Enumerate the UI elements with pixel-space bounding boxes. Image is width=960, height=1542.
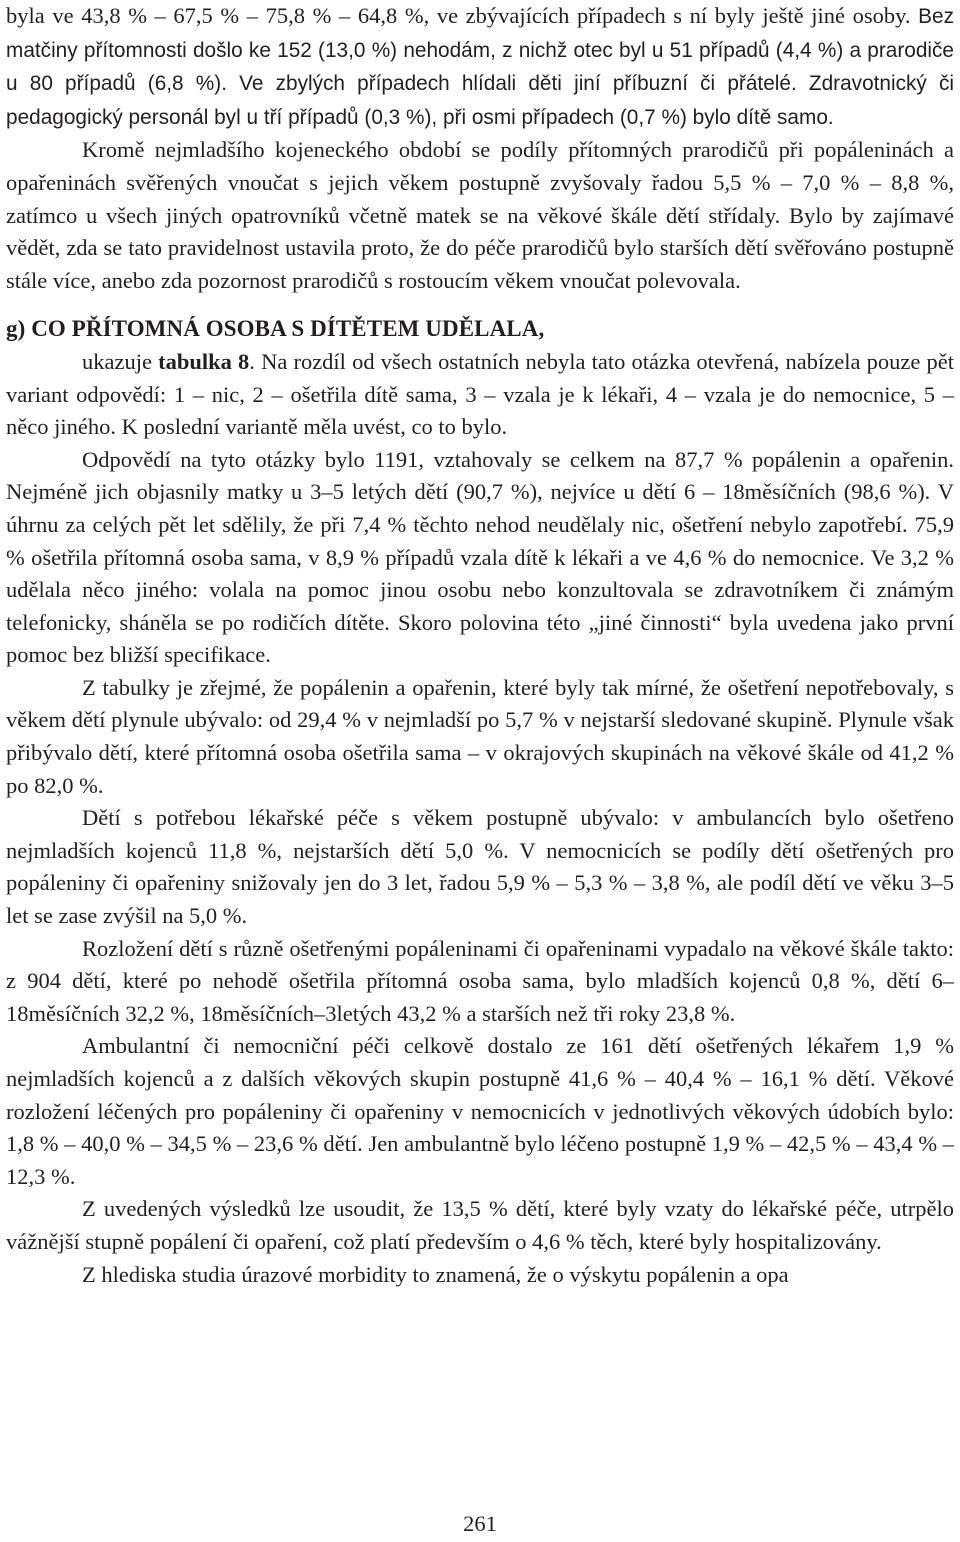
paragraph-distribution: Rozložení dětí s různě ošetřenými popáleninami či opařeninami vypadalo na věkové škále takto: z 904 dětí, které po nehodě ošetřila přítomná osoba sama, bylo mladších kojenců 0,8 %, dětí 6–18měsíčních 32,2 %, 18měsíčních–3letých 43,2 % a starších než tři roky 23,8 %. bbox=[6, 935, 954, 1026]
section-intro bbox=[6, 346, 954, 444]
document-page bbox=[6, 0, 954, 1291]
paragraph-mild-burns: Z tabulky je zřejmé, že popálenin a opařenin, které byly tak mírné, že ošetření nepotřebovaly, s věkem dětí plynule ubývalo: od 29,4 % v nejmladší po 5,7 % v nejstarší sledované skupině. Plynule však přibývalo dětí, které přítomná osoba ošetřila sama – v okrajových skupinách na věkové škále od 41,2 % po 82,0 %. bbox=[6, 674, 954, 798]
page-number: 261 bbox=[463, 1511, 497, 1536]
paragraph-medical-care: Dětí s potřebou lékařské péče s věkem postupně ubývalo: v ambulancích bylo ošetřeno nejmladších kojenců 11,8 %, nejstarších dětí 5,0 %. V nemocnicích se podíly dětí ošetřených pro popáleniny či opařeniny snižovaly jen do 3 let, řadou 5,9 % – 5,3 % – 3,8 %, ale podíl dětí ve věku 3–5 let se zase zvýšil na 5,0 %. bbox=[6, 805, 954, 929]
section-heading bbox=[6, 313, 954, 346]
section-intro-pre: ukazuje bbox=[82, 348, 159, 374]
section-heading-label: g) CO PŘÍTOMNÁ OSOBA S DÍTĚTEM UDĚLALA, bbox=[6, 316, 545, 342]
paragraph-guardians-serif: byla ve 43,8 % – 67,5 % – 75,8 % – 64,8 %, ve zbývajících případech s ní byly ještě jiné osoby. bbox=[6, 3, 919, 28]
paragraph-grandparents bbox=[6, 134, 954, 297]
section-intro-post: . Na rozdíl od všech ostatních nebyla tato otázka otevřená, nabízela pouze pět variant odpovědí: 1 – nic, 2 – ošetřila dítě sama, 3 – vzala je k lékaři, 4 – vzala je do nemocnice, 5 – něco jiného. K poslední variantě měla uvést, co to bylo. bbox=[6, 348, 954, 440]
paragraph-guardians bbox=[6, 0, 954, 134]
paragraph-hospital-care: Ambulantní či nemocniční péči celkově dostalo ze 161 dětí ošetřených lékařem 1,9 % nejmladších kojenců a z dalších věkových skupin postupně 41,6 % – 40,4 % – 16,1 % dětí. Věkové rozložení léčených pro popáleniny či opařeniny v nemocnicích v jednotlivých věkových údobích bylo: 1,8 % – 40,0 % – 34,5 % – 23,6 % dětí. Jen ambulantně bylo léčeno postupně 1,9 % – 42,5 % – 43,4 % – 12,3 %. bbox=[6, 1033, 954, 1189]
paragraph-responses: Odpovědí na tyto otázky bylo 1191, vztahovaly se celkem na 87,7 % popálenin a opařenin. Nejméně jich objasnily matky u 3–5 letých dětí (90,7 %), nejvíce u dětí 6 – 18měsíčních (98,6 %). V úhrnu za celých pět let sdělily, že při 7,4 % těchto nehod neudělaly nic, ošetření nebylo zapotřebí. 75,9 % ošetřila přítomná osoba sama, v 8,9 % případů vzala dítě k lékaři a ve 4,6 % do nemocnice. Ve 3,2 % udělala něco jiného: volala na pomoc jinou osobu nebo konzultovala se zdravotníkem či známým telefonicky, sháněla se po rodičích dítěte. Skoro polovina této „jiné činnosti“ byla uvedena jako první pomoc bez bližší specifikace. bbox=[6, 446, 954, 668]
paragraph-grandparents-question: Bylo by zajímavé vědět, zda se tato pravidelnost ustavila proto, že do péče prarodičů bylo starších dětí svěřováno postupně stále více, anebo zda pozornost prarodičů s rostoucím věkem vnoučat polevovala. bbox=[6, 202, 954, 293]
section-g bbox=[6, 313, 954, 443]
table-reference: tabulka 8 bbox=[158, 348, 250, 374]
paragraph-grandparents-main: Kromě nejmladšího kojeneckého období se podíly přítomných prarodičů při popáleninách a opařeninách svěřených vnoučat s jejich věkem postupně zvyšovaly řadou 5,5 % – 7,0 % – 8,8 %, zatímco u všech jiných opatrovníků včetně matek se na věkové škále dětí střídaly. bbox=[6, 137, 954, 228]
paragraph-morbidity: Z hlediska studia úrazové morbidity to znamená, že o výskytu popálenin a opa bbox=[82, 1261, 789, 1287]
paragraph-guardians-sans: Bez matčiny přítomnosti došlo ke 152 (13,0 %) nehodám, z nichž otec byl u 51 případů (4,4 %) a prarodiče u 80 případů (6,8 %). Ve zbylých případech hlídali děti jiní příbuzní či přátelé. Zdravotnický či pedagogický personál byl u tří případů (0,3 %), při osmi případech (0,7 %) bylo dítě samo. bbox=[6, 5, 954, 129]
paragraph-conclusion: Z uvedených výsledků lze usoudit, že 13,5 % dětí, které byly vzaty do lékařské péče, utrpělo vážnější stupně popálení či opaření, což platí především o 4,6 % těch, které byly hospitalizovány. bbox=[6, 1196, 954, 1254]
